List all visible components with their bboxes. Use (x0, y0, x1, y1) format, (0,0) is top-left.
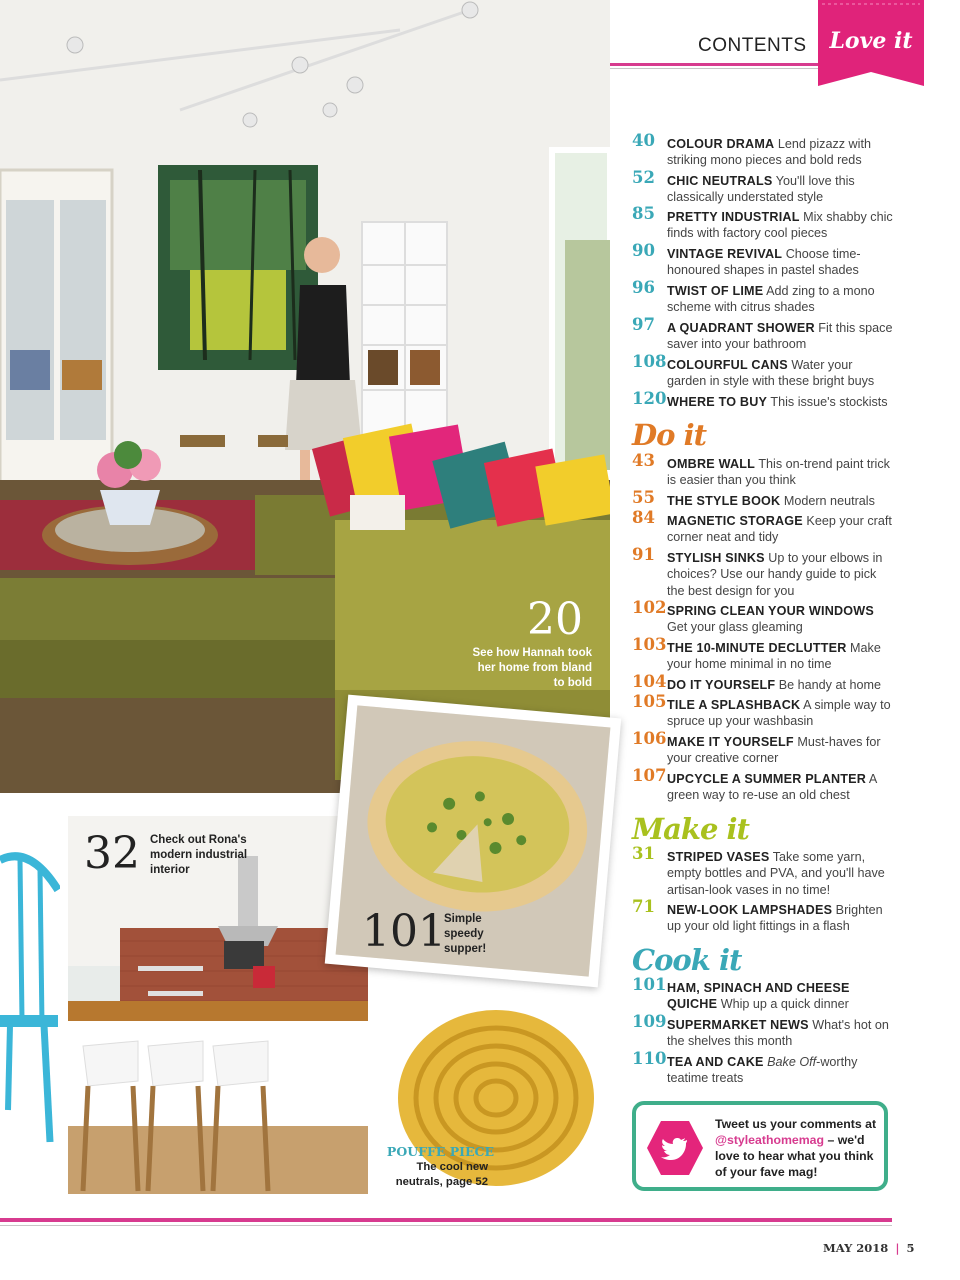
entry-desc: Lend pizazz with striking mono pieces and bold reds (667, 137, 871, 168)
page-number: 107 (632, 766, 667, 785)
caption-page-number: 20 (527, 594, 583, 645)
entry-desc: Get your glass gleaming (667, 620, 803, 635)
entry-title: A QUADRANT SHOWER (667, 321, 815, 335)
page-number: 55 (632, 488, 655, 507)
entry-title: THE STYLE BOOK (667, 494, 781, 508)
entry-desc-italic: Bake Off (767, 1055, 817, 1069)
contents-entry[interactable] (632, 352, 894, 390)
contents-entry[interactable] (632, 168, 894, 206)
page-number: 104 (632, 672, 667, 691)
page-footer (823, 1241, 915, 1255)
entry-title: DO IT YOURSELF (667, 678, 776, 692)
page-number: 101 (632, 975, 667, 994)
page-number: 40 (632, 131, 655, 150)
entry-title: STRIPED VASES (667, 850, 770, 864)
entry-title: TWIST OF LIME (667, 284, 764, 298)
header-rule (610, 63, 818, 66)
contents-entry[interactable] (632, 315, 894, 353)
header-rule-thin (610, 68, 818, 69)
contents-entry[interactable] (632, 975, 894, 1013)
page-number: 52 (632, 168, 655, 187)
entry-desc: A green way to re-use an old chest (667, 772, 877, 803)
twitter-handle-link[interactable]: @styleathomemag (715, 1133, 825, 1147)
contents-entry[interactable] (632, 488, 894, 509)
entry-desc: Take some yarn, empty bottles and PVA, and you'll have artisan-look vases in no time! (667, 850, 885, 897)
contents-entry[interactable] (632, 1049, 894, 1087)
page-number: 109 (632, 1012, 667, 1031)
entry-title: PRETTY INDUSTRIAL (667, 210, 800, 224)
footer-separator: | (895, 1241, 900, 1255)
entry-desc: Whip up a quick dinner (720, 997, 849, 1012)
page-number: 110 (632, 1049, 667, 1068)
contents-entry[interactable] (632, 278, 894, 316)
caption-page-number: 32 (84, 828, 140, 879)
blue-chair-photo (0, 850, 60, 1150)
entry-title: VINTAGE REVIVAL (667, 247, 783, 261)
entry-title: COLOURFUL CANS (667, 358, 788, 372)
contents-entry[interactable] (632, 451, 894, 489)
entry-desc: This on-trend paint trick is easier than you think (667, 457, 890, 488)
page-number: 103 (632, 635, 667, 654)
blue-chair-illustration (0, 850, 60, 1150)
contents-entry[interactable] (632, 508, 894, 546)
page-number-footer: 5 (906, 1241, 915, 1255)
entry-title: MAKE IT YOURSELF (667, 735, 794, 749)
entry-title: SUPERMARKET NEWS (667, 1018, 809, 1032)
tweet-message (715, 1116, 887, 1180)
entry-title: CHIC NEUTRALS (667, 174, 773, 188)
caption-text: See how Hannah took her home from bland to bold (472, 647, 592, 689)
entry-title: OMBRE WALL (667, 457, 756, 471)
entry-title: COLOUR DRAMA (667, 137, 775, 151)
contents-entry[interactable] (632, 635, 894, 673)
contents-entry[interactable] (632, 672, 894, 693)
entry-title: MAGNETIC STORAGE (667, 514, 803, 528)
twitter-icon[interactable] (646, 1119, 704, 1177)
contents-entry[interactable] (632, 545, 894, 599)
entry-desc: Make your home minimal in no time (667, 641, 881, 672)
page-number: 120 (632, 389, 667, 408)
contents-entry[interactable] (632, 844, 894, 898)
page-number: 84 (632, 508, 655, 527)
entry-desc: Brighten up your old light fittings in a flash (667, 903, 883, 934)
entry-title: THE 10-MINUTE DECLUTTER (667, 641, 847, 655)
footer-rule (0, 1218, 892, 1222)
pouffe-illustration (396, 1006, 596, 1186)
caption-text: Check out Rona's modern industrial interior (150, 834, 248, 876)
entry-title: SPRING CLEAN YOUR WINDOWS (667, 604, 874, 618)
pouffe-caption-title: POUFFE PIECE (386, 1144, 494, 1159)
page-number: 71 (632, 897, 655, 916)
entry-desc: Be handy at home (778, 678, 881, 692)
page-number: 43 (632, 451, 655, 470)
entry-desc: -worthy teatime treats (667, 1055, 858, 1086)
entry-title: TILE A SPLASHBACK (667, 698, 801, 712)
contents-entry[interactable] (632, 1012, 894, 1050)
contents-entry[interactable] (632, 131, 894, 169)
caption-page-number: 101 (362, 906, 446, 957)
page-number: 96 (632, 278, 655, 297)
section-title-make-it: Make it (632, 812, 749, 846)
entry-desc: Water your garden in style with these bright buys (667, 358, 875, 389)
page-number: 97 (632, 315, 655, 334)
entry-desc: You'll love this classically understated style (667, 174, 855, 205)
issue-date: MAY 2018 (823, 1241, 889, 1255)
contents-entry[interactable] (632, 897, 894, 935)
footer-rule-thin (0, 1225, 892, 1226)
pouffe-caption-text: The cool new neutrals, page 52 (395, 1161, 488, 1188)
entry-title: WHERE TO BUY (667, 395, 768, 409)
contents-entry[interactable] (632, 766, 894, 804)
entry-desc: Must-haves for your creative corner (667, 735, 881, 766)
contents-entry[interactable] (632, 389, 894, 410)
page-number: 85 (632, 204, 655, 223)
entry-desc: Modern neutrals (783, 494, 875, 508)
page-number: 31 (632, 844, 655, 863)
entry-desc: A simple way to spruce up your washbasin (667, 698, 891, 729)
tweet-line2: – we'd love to hear what you think of your fave mag! (715, 1133, 874, 1179)
entry-title: UPCYCLE A SUMMER PLANTER (667, 772, 867, 786)
page-number: 90 (632, 241, 655, 260)
entry-desc: This issue's stockists (770, 395, 888, 409)
page-number: 105 (632, 692, 667, 711)
contents-entry[interactable] (632, 204, 894, 242)
contents-entry[interactable] (632, 692, 894, 730)
entry-title: NEW-LOOK LAMPSHADES (667, 903, 833, 917)
entry-desc: Fit this space saver into your bathroom (667, 321, 893, 352)
pouffe-photo (396, 1006, 596, 1186)
entry-desc: Up to your elbows in choices? Use our handy guide to pick the best design for you (667, 551, 883, 598)
section-title-cook-it: Cook it (632, 943, 742, 977)
page-number: 91 (632, 545, 655, 564)
entry-desc: Mix shabby chic finds with factory cool pieces (667, 210, 893, 241)
entry-title: TEA AND CAKE (667, 1055, 764, 1069)
page-number: 108 (632, 352, 667, 371)
page-number: 106 (632, 729, 667, 748)
entry-desc: Choose time-honoured shapes in pastel shades (667, 247, 861, 278)
entry-title: HAM, SPINACH AND CHEESE QUICHE (667, 981, 850, 1012)
page-number: 102 (632, 598, 667, 617)
tweet-line1: Tweet us your comments at (715, 1117, 877, 1131)
entry-desc: What's hot on the shelves this month (667, 1018, 889, 1049)
love-it-badge: Love it (829, 28, 913, 54)
contents-entry[interactable] (632, 729, 894, 767)
entry-desc: Add zing to a mono scheme with citrus shades (667, 284, 875, 315)
caption-text: Simple speedy supper! (444, 913, 487, 955)
section-title-do-it: Do it (632, 418, 706, 452)
contents-entry[interactable] (632, 241, 894, 279)
contents-entry[interactable] (632, 598, 894, 636)
entry-title: STYLISH SINKS (667, 551, 765, 565)
contents-heading: CONTENTS (698, 35, 807, 56)
entry-desc: Keep your craft corner neat and tidy (667, 514, 892, 545)
